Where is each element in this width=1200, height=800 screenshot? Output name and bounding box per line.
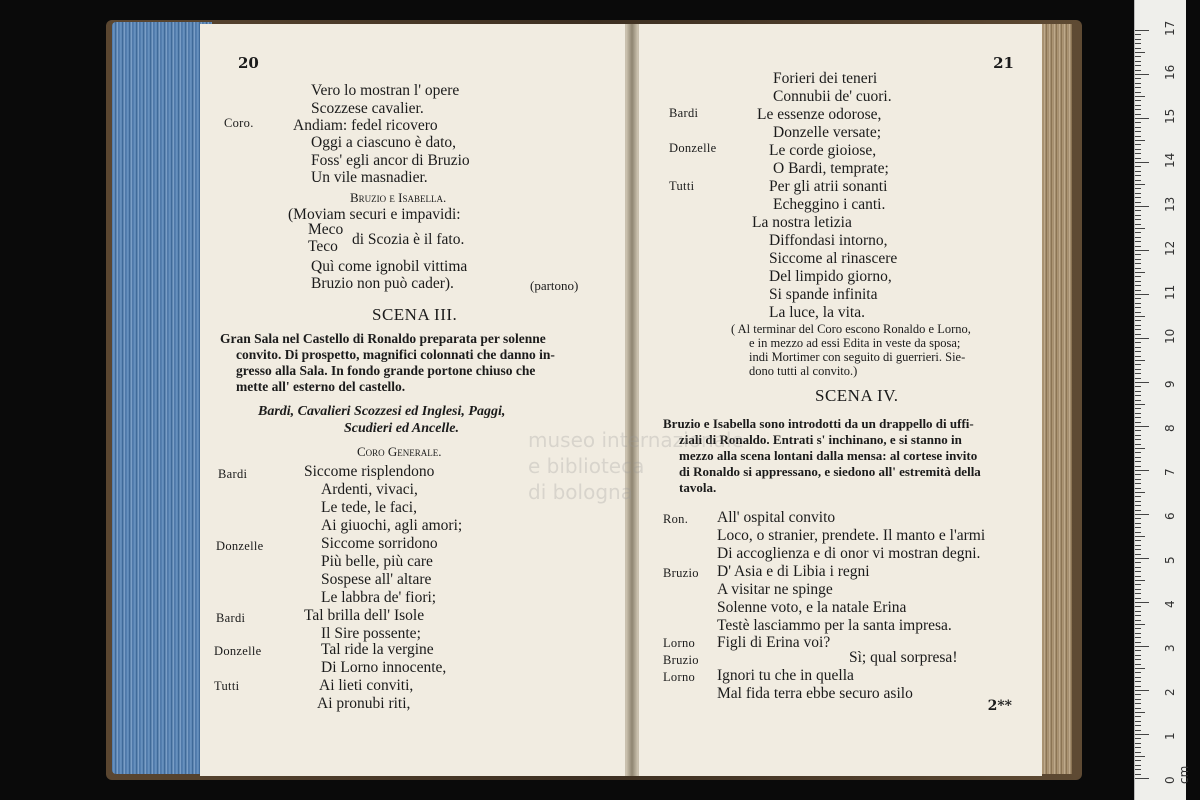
ruler-minor-tick	[1135, 312, 1141, 313]
ruler-minor-tick	[1135, 540, 1141, 541]
ruler-major-tick	[1135, 30, 1149, 31]
ruler-minor-tick	[1135, 677, 1141, 678]
ruler-minor-tick	[1135, 716, 1141, 717]
ruler-minor-tick	[1135, 752, 1141, 753]
verse-line: Bruzio non può cader).	[311, 275, 454, 292]
verse-line: Vero lo mostran l' opere	[311, 82, 460, 99]
ruler-minor-tick	[1135, 743, 1141, 744]
verse-line: Un vile masnadier.	[311, 169, 428, 186]
ruler-number: 8	[1163, 424, 1177, 432]
ruler-minor-tick	[1135, 210, 1141, 211]
verse-line: Ai lieti conviti,	[319, 677, 414, 694]
ruler-minor-tick	[1135, 215, 1141, 216]
verse-line: Le essenze odorose,	[757, 106, 882, 123]
ruler-major-tick	[1135, 382, 1149, 383]
ruler-minor-tick	[1135, 668, 1145, 669]
cast-list: Bardi, Cavalieri Scozzesi ed Inglesi, Paggi,	[258, 404, 506, 419]
ruler-minor-tick	[1135, 39, 1141, 40]
cast-list: Scudieri ed Ancelle.	[344, 421, 459, 436]
ruler-minor-tick	[1135, 642, 1141, 643]
ruler-major-tick	[1135, 734, 1149, 735]
ruler-minor-tick	[1135, 628, 1141, 629]
ruler-minor-tick	[1135, 83, 1141, 84]
ruler-minor-tick	[1135, 439, 1141, 440]
ruler-minor-tick	[1135, 492, 1145, 493]
marbled-page-edges	[112, 22, 212, 774]
ruler-minor-tick	[1135, 457, 1141, 458]
ruler-minor-tick	[1135, 259, 1141, 260]
ruler-minor-tick	[1135, 171, 1141, 172]
ruler-minor-tick	[1135, 615, 1141, 616]
ruler-number: 5	[1163, 556, 1177, 564]
ruler-minor-tick	[1135, 237, 1141, 238]
ruler-minor-tick	[1135, 532, 1141, 533]
ruler-minor-tick	[1135, 760, 1141, 761]
speaker-label: Bardi	[218, 467, 248, 481]
dialogue-line: Solenne voto, e la natale Erina	[717, 599, 907, 616]
ruler-minor-tick	[1135, 202, 1141, 203]
ruler-minor-tick	[1135, 505, 1141, 506]
ruler-minor-tick	[1135, 584, 1141, 585]
ruler-minor-tick	[1135, 479, 1141, 480]
ruler-minor-tick	[1135, 175, 1141, 176]
ruler-minor-tick	[1135, 650, 1141, 651]
ruler-minor-tick	[1135, 43, 1141, 44]
stage-direction-line: indi Mortimer con seguito di guerrieri. Sie-	[749, 350, 966, 364]
ruler-minor-tick	[1135, 96, 1145, 97]
ruler-minor-tick	[1135, 589, 1141, 590]
stage-direction: (partono)	[530, 278, 579, 293]
speaker-label: Bruzio	[663, 566, 699, 580]
ruler-minor-tick	[1135, 461, 1141, 462]
ruler-minor-tick	[1135, 483, 1141, 484]
ruler-minor-tick	[1135, 246, 1141, 247]
ruler-minor-tick	[1135, 241, 1141, 242]
speaker-label: Coro.	[224, 116, 254, 130]
verse-line: Echeggino i canti.	[773, 196, 886, 213]
ruler-minor-tick	[1135, 347, 1141, 348]
ruler-major-tick	[1135, 690, 1149, 691]
ruler-minor-tick	[1135, 769, 1141, 770]
ruler-minor-tick	[1135, 285, 1141, 286]
left-page	[200, 24, 626, 776]
verse-line: O Bardi, temprate;	[773, 160, 889, 177]
ruler-major-tick	[1135, 602, 1149, 603]
dialogue-line: A visitar ne spinge	[717, 581, 833, 598]
verse-line: Le tede, le faci,	[321, 499, 417, 516]
verse-line: Ardenti, vivaci,	[321, 481, 418, 498]
dialogue-line: Mal fida terra ebbe securo asilo	[717, 685, 913, 702]
ruler-minor-tick	[1135, 624, 1145, 625]
ruler-number: 11	[1163, 284, 1177, 300]
ruler-minor-tick	[1135, 708, 1141, 709]
dialogue-line: All' ospital convito	[717, 509, 836, 526]
ruler-minor-tick	[1135, 100, 1141, 101]
ruler-minor-tick	[1135, 765, 1141, 766]
ruler-minor-tick	[1135, 549, 1141, 550]
ruler-minor-tick	[1135, 681, 1141, 682]
verse-line: La nostra letizia	[752, 214, 852, 231]
ruler-minor-tick	[1135, 180, 1141, 181]
ruler-minor-tick	[1135, 193, 1141, 194]
ruler-minor-tick	[1135, 435, 1141, 436]
ruler-minor-tick	[1135, 501, 1141, 502]
ruler-number: 10	[1163, 328, 1177, 344]
dialogue-line: Figli di Erina voi?	[717, 634, 831, 651]
ruler-minor-tick	[1135, 395, 1141, 396]
ruler-minor-tick	[1135, 756, 1145, 757]
ruler-major-tick	[1135, 206, 1149, 207]
speaker-label: Donzelle	[216, 539, 264, 553]
ruler-minor-tick	[1135, 474, 1141, 475]
ruler-minor-tick	[1135, 466, 1141, 467]
verse-line: Forieri dei teneri	[773, 70, 878, 87]
ruler-minor-tick	[1135, 386, 1141, 387]
ruler-minor-tick	[1135, 87, 1141, 88]
ruler-major-tick	[1135, 162, 1149, 163]
ruler-minor-tick	[1135, 329, 1141, 330]
scene-description-line: ziali di Ronaldo. Entrati s' inchinano, e si stanno in	[679, 432, 962, 447]
speaker-label: Tutti	[214, 679, 240, 693]
page-number-left: 20	[238, 54, 259, 72]
ruler-minor-tick	[1135, 567, 1141, 568]
ruler-minor-tick	[1135, 307, 1141, 308]
ruler-minor-tick	[1135, 620, 1141, 621]
verse-line: Diffondasi intorno,	[769, 232, 888, 249]
dialogue-line: Testè lasciammo per la santa impresa.	[717, 617, 952, 634]
ruler-number: 9	[1163, 380, 1177, 388]
ruler-minor-tick	[1135, 774, 1141, 775]
verse-line: Il Sire possente;	[321, 625, 421, 642]
verse-line: Oggi a ciascuno è dato,	[311, 134, 457, 151]
verse-line: Siccome risplendono	[304, 463, 435, 480]
ruler-minor-tick	[1135, 448, 1145, 449]
ruler-minor-tick	[1135, 105, 1141, 106]
measuring-ruler	[1134, 0, 1191, 800]
ruler-minor-tick	[1135, 510, 1141, 511]
ruler-minor-tick	[1135, 166, 1141, 167]
ruler-minor-tick	[1135, 70, 1141, 71]
verse-line: Le corde gioiose,	[769, 142, 877, 159]
ruler-minor-tick	[1135, 351, 1141, 352]
ruler-minor-tick	[1135, 400, 1141, 401]
ruler-minor-tick	[1135, 342, 1141, 343]
ruler-number: 6	[1163, 512, 1177, 520]
ruler-major-tick	[1135, 558, 1149, 559]
ruler-minor-tick	[1135, 536, 1145, 537]
ruler-minor-tick	[1135, 122, 1141, 123]
stage-direction-line: ( Al terminar del Coro escono Ronaldo e Lorno,	[731, 322, 971, 336]
ruler-minor-tick	[1135, 228, 1145, 229]
scene-description-line: Bruzio e Isabella sono introdotti da un drappello di uffi-	[663, 416, 974, 431]
ruler-number: 0 cm	[1163, 765, 1191, 784]
ruler-minor-tick	[1135, 747, 1141, 748]
watermark-line: museo internazionale	[528, 428, 744, 452]
ruler-minor-tick	[1135, 518, 1141, 519]
ruler-minor-tick	[1135, 140, 1145, 141]
verse-line: Siccome al rinascere	[769, 250, 898, 267]
verse-line: Più belle, più care	[321, 553, 433, 570]
ruler-minor-tick	[1135, 272, 1145, 273]
ruler-minor-tick	[1135, 334, 1141, 335]
verse-line: Quì come ignobil vittima	[311, 258, 468, 275]
ruler-minor-tick	[1135, 153, 1141, 154]
ruler-major-tick	[1135, 778, 1149, 779]
ruler-minor-tick	[1135, 571, 1141, 572]
verse-line: Di Lorno innocente,	[321, 659, 447, 676]
ruler-minor-tick	[1135, 219, 1141, 220]
ruler-minor-tick	[1135, 496, 1141, 497]
ruler-minor-tick	[1135, 699, 1141, 700]
ruler-minor-tick	[1135, 61, 1141, 62]
ruler-minor-tick	[1135, 65, 1141, 66]
ruler-major-tick	[1135, 250, 1149, 251]
ruler-major-tick	[1135, 646, 1149, 647]
ruler-minor-tick	[1135, 408, 1141, 409]
ruler-minor-tick	[1135, 197, 1141, 198]
verse-line: (Moviam securi e impavidi:	[288, 206, 461, 223]
scene-heading: SCENA III.	[372, 305, 458, 324]
ruler-major-tick	[1135, 338, 1149, 339]
verse-line: Scozzese cavalier.	[311, 100, 424, 117]
ruler-minor-tick	[1135, 34, 1141, 35]
verse-line: Sospese all' altare	[321, 571, 432, 588]
book-gutter	[626, 24, 638, 776]
ruler-number: 13	[1163, 196, 1177, 212]
speaker-label: Bardi	[669, 106, 699, 120]
ruler-minor-tick	[1135, 78, 1141, 79]
ruler-minor-tick	[1135, 320, 1141, 321]
ruler-minor-tick	[1135, 391, 1141, 392]
ruler-minor-tick	[1135, 131, 1141, 132]
ruler-minor-tick	[1135, 430, 1141, 431]
ruler-minor-tick	[1135, 56, 1141, 57]
verse-line: di Scozia è il fato.	[352, 231, 465, 248]
page-edges-right	[1038, 24, 1072, 774]
stage-direction-line: e in mezzo ad essi Edita in veste da sposa;	[749, 336, 961, 350]
ruler-minor-tick	[1135, 527, 1141, 528]
verse-line: Si spande infinita	[769, 286, 878, 303]
verse-line: Le labbra de' fiori;	[321, 589, 437, 606]
printer-signature: 2**	[987, 698, 1012, 714]
ruler-minor-tick	[1135, 263, 1141, 264]
ruler-minor-tick	[1135, 378, 1141, 379]
ruler-minor-tick	[1135, 633, 1141, 634]
ruler-minor-tick	[1135, 188, 1141, 189]
ruler-minor-tick	[1135, 356, 1141, 357]
ruler-major-tick	[1135, 294, 1149, 295]
ruler-minor-tick	[1135, 488, 1141, 489]
verse-line: Foss' egli ancor di Bruzio	[311, 152, 470, 169]
ruler-minor-tick	[1135, 712, 1145, 713]
ruler-minor-tick	[1135, 144, 1141, 145]
dialogue-line: D' Asia e di Libia i regni	[717, 563, 870, 580]
ruler-minor-tick	[1135, 316, 1145, 317]
scene-description-line: mette all' esterno del castello.	[236, 379, 406, 394]
ruler-number: 15	[1163, 108, 1177, 124]
verse-line: Teco	[308, 238, 338, 255]
verse-line: Tal brilla dell' Isole	[304, 607, 425, 624]
ruler-minor-tick	[1135, 721, 1141, 722]
ruler-minor-tick	[1135, 303, 1141, 304]
ruler-minor-tick	[1135, 184, 1145, 185]
ruler-major-tick	[1135, 514, 1149, 515]
verse-line: Donzelle versate;	[773, 124, 882, 141]
character-heading: Bruzio e Isabella.	[350, 190, 447, 205]
verse-line: Tal ride la vergine	[321, 641, 434, 658]
ruler-minor-tick	[1135, 254, 1141, 255]
ruler-minor-tick	[1135, 576, 1141, 577]
ruler-number: 2	[1163, 688, 1177, 696]
stage-direction-line: dono tutti al convito.)	[749, 364, 858, 378]
ruler-number: 7	[1163, 468, 1177, 476]
speaker-label: Tutti	[669, 179, 695, 193]
verse-line: Del limpido giorno,	[769, 268, 892, 285]
ruler-minor-tick	[1135, 298, 1141, 299]
ruler-major-tick	[1135, 426, 1149, 427]
speaker-label: Lorno	[663, 670, 696, 684]
ruler-minor-tick	[1135, 232, 1141, 233]
scene-description-line: gresso alla Sala. In fondo grande portone chiuso che	[236, 363, 536, 378]
ruler-minor-tick	[1135, 637, 1141, 638]
ruler-minor-tick	[1135, 48, 1141, 49]
verse-line: Ai giuochi, agli amori;	[321, 517, 463, 534]
ruler-minor-tick	[1135, 92, 1141, 93]
ruler-minor-tick	[1135, 593, 1141, 594]
ruler-minor-tick	[1135, 703, 1141, 704]
ruler-minor-tick	[1135, 404, 1145, 405]
ruler-number: 1	[1163, 732, 1177, 740]
ruler-minor-tick	[1135, 325, 1141, 326]
ruler-minor-tick	[1135, 369, 1141, 370]
ruler-minor-tick	[1135, 659, 1141, 660]
ruler-minor-tick	[1135, 545, 1141, 546]
dialogue-line: Di accoglienza e di onor vi mostran degni.	[717, 545, 981, 562]
ruler-minor-tick	[1135, 224, 1141, 225]
ruler-minor-tick	[1135, 730, 1141, 731]
ruler-major-tick	[1135, 470, 1149, 471]
ruler-minor-tick	[1135, 523, 1141, 524]
scene-description-line: Gran Sala nel Castello di Ronaldo preparata per solenne	[220, 331, 546, 346]
ruler-minor-tick	[1135, 686, 1141, 687]
ruler-minor-tick	[1135, 444, 1141, 445]
speaker-label: Bruzio	[663, 653, 699, 667]
ruler-minor-tick	[1135, 364, 1141, 365]
right-page	[638, 24, 1042, 776]
scene-heading: SCENA IV.	[815, 386, 899, 405]
ruler-number: 12	[1163, 240, 1177, 256]
ruler-minor-tick	[1135, 136, 1141, 137]
ruler-minor-tick	[1135, 725, 1141, 726]
ruler-minor-tick	[1135, 452, 1141, 453]
speaker-label: Donzelle	[669, 141, 717, 155]
ruler-major-tick	[1135, 74, 1149, 75]
verse-line: Siccome sorridono	[321, 535, 438, 552]
ruler-number: 14	[1163, 152, 1177, 168]
scene-description-line: tavola.	[679, 480, 717, 495]
speaker-label: Ron.	[663, 512, 689, 526]
ruler-number: 3	[1163, 644, 1177, 652]
verse-line: Andiam: fedel ricovero	[293, 117, 438, 134]
page-number-right: 21	[993, 54, 1014, 72]
ruler-minor-tick	[1135, 290, 1141, 291]
ruler-number: 16	[1163, 64, 1177, 80]
ruler-minor-tick	[1135, 562, 1141, 563]
ruler-number: 17	[1163, 20, 1177, 36]
ruler-minor-tick	[1135, 611, 1141, 612]
ruler-minor-tick	[1135, 606, 1141, 607]
ruler-minor-tick	[1135, 373, 1141, 374]
speaker-label: Donzelle	[214, 644, 262, 658]
scene-description-line: convito. Di prospetto, magnifici colonnati che danno in-	[236, 347, 555, 362]
ruler-minor-tick	[1135, 554, 1141, 555]
scene-description-line: mezzo alla scena lontani dalla mensa: al cortese invito	[679, 448, 978, 463]
ruler-minor-tick	[1135, 268, 1141, 269]
chorus-heading: Coro Generale.	[357, 444, 442, 459]
ruler-minor-tick	[1135, 422, 1141, 423]
ruler-minor-tick	[1135, 276, 1141, 277]
verse-line: La luce, la vita.	[769, 304, 865, 321]
ruler-minor-tick	[1135, 417, 1141, 418]
ruler-minor-tick	[1135, 413, 1141, 414]
ruler-minor-tick	[1135, 127, 1141, 128]
speaker-label: Lorno	[663, 636, 696, 650]
ruler-minor-tick	[1135, 655, 1141, 656]
speaker-label: Bardi	[216, 611, 246, 625]
ruler-minor-tick	[1135, 672, 1141, 673]
watermark-line: di bologna	[528, 480, 633, 504]
watermark-line: e biblioteca	[528, 454, 645, 478]
ruler-minor-tick	[1135, 52, 1145, 53]
ruler-minor-tick	[1135, 149, 1141, 150]
ruler-minor-tick	[1135, 281, 1141, 282]
ruler-minor-tick	[1135, 738, 1141, 739]
verse-line: Ai pronubi riti,	[317, 695, 411, 712]
ruler-minor-tick	[1135, 109, 1141, 110]
ruler-minor-tick	[1135, 114, 1141, 115]
ruler-minor-tick	[1135, 158, 1141, 159]
ruler-minor-tick	[1135, 598, 1141, 599]
scene-description-line: di Ronaldo si appressano, e siedono all' estremità della	[679, 464, 981, 479]
ruler-minor-tick	[1135, 580, 1145, 581]
ruler-number: 4	[1163, 600, 1177, 608]
verse-line: Meco	[308, 221, 344, 238]
ruler-minor-tick	[1135, 694, 1141, 695]
ruler-minor-tick	[1135, 664, 1141, 665]
ruler-major-tick	[1135, 118, 1149, 119]
dialogue-line: Loco, o stranier, prendete. Il manto e l'armi	[717, 527, 986, 544]
verse-line: Per gli atrii sonanti	[769, 178, 888, 195]
dialogue-line: Ignori tu che in quella	[717, 667, 854, 684]
ruler-minor-tick	[1135, 360, 1145, 361]
dialogue-line: Sì; qual sorpresa!	[849, 649, 958, 666]
verse-line: Connubii de' cuori.	[773, 88, 892, 105]
